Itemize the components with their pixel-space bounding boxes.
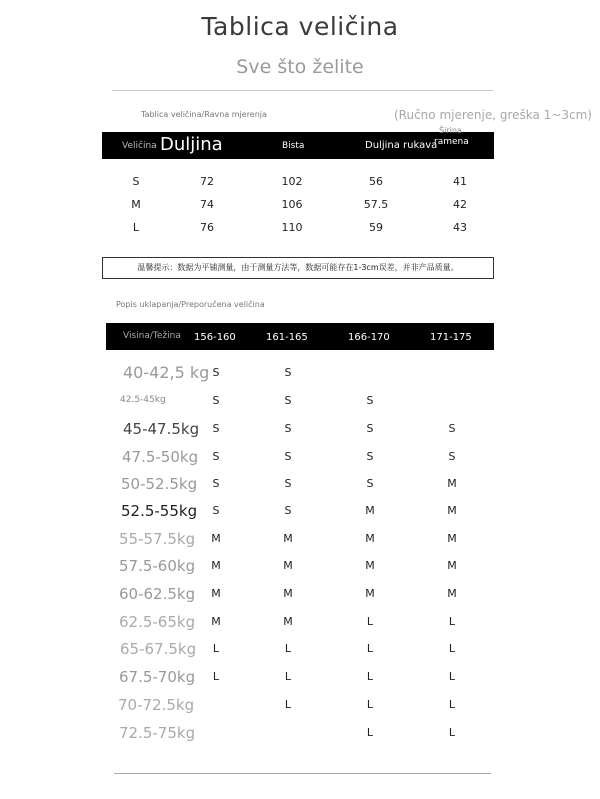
fit-size-cell: M [447, 587, 457, 600]
height-header: 161-165 [266, 332, 308, 343]
tip-box: 温馨提示：数据为平铺测量，由于测量方法等，数据可能存在1-3cm误差，并非产品质量。 [102, 257, 494, 279]
weight-label: 65-67.5kg [120, 639, 197, 658]
fit-size-cell: L [212, 670, 220, 683]
size-cell-bust: 110 [281, 221, 303, 234]
fit-size-cell: S [284, 422, 292, 435]
size-cell-shoulder: 41 [453, 175, 467, 188]
header-height-weight: Visina/Težina [123, 331, 181, 341]
fit-size-cell: L [366, 698, 374, 711]
fit-size-cell: S [366, 477, 374, 490]
fit-size-cell: L [284, 670, 292, 683]
fit-size-cell: L [448, 698, 456, 711]
size-cell-size: S [132, 175, 140, 188]
size-cell-shoulder: 42 [453, 198, 467, 211]
fit-size-cell: M [211, 587, 221, 600]
header-length: Duljina [160, 134, 223, 155]
weight-label: 70-72.5kg [118, 695, 195, 714]
divider-bottom [114, 773, 491, 774]
fit-size-cell: S [212, 450, 220, 463]
fit-size-cell: S [284, 366, 292, 379]
divider-top [112, 90, 493, 91]
fit-size-cell: S [366, 422, 374, 435]
size-cell-length: 76 [200, 221, 214, 234]
height-header: 166-170 [348, 332, 390, 343]
fit-size-cell: S [212, 504, 220, 517]
weight-label: 40-42,5 kg [123, 363, 210, 382]
fit-size-cell: L [448, 670, 456, 683]
size-table-label: Tablica veličina/Ravna mjerenja [141, 110, 267, 119]
fit-size-cell: L [284, 642, 292, 655]
header-shoulder-bottom: ramena [434, 137, 469, 147]
weight-label: 72.5-75kg [119, 723, 196, 742]
size-cell-length: 72 [200, 175, 214, 188]
size-cell-size: L [132, 221, 140, 234]
fit-size-cell: M [283, 615, 293, 628]
weight-label: 52.5-55kg [121, 501, 198, 520]
height-header: 171-175 [430, 332, 472, 343]
fit-size-cell: S [212, 366, 220, 379]
fit-size-cell: L [366, 615, 374, 628]
fit-size-cell: L [284, 698, 292, 711]
weight-label: 57.5-60kg [119, 556, 196, 575]
weight-label: 47.5-50kg [122, 447, 199, 466]
fit-size-cell: M [447, 477, 457, 490]
fit-size-cell: M [365, 587, 375, 600]
fit-size-cell: S [366, 394, 374, 407]
fit-size-cell: L [366, 726, 374, 739]
fit-size-cell: M [447, 559, 457, 572]
fit-size-cell: M [447, 532, 457, 545]
fit-size-cell: M [365, 532, 375, 545]
header-size: Veličina [122, 141, 157, 151]
weight-label: 62.5-65kg [119, 612, 196, 631]
height-header: 156-160 [194, 332, 236, 343]
fit-size-cell: S [212, 422, 220, 435]
size-cell-sleeve: 57.5 [363, 198, 389, 211]
fit-table-label: Popis uklapanja/Preporučena veličina [116, 300, 265, 309]
size-cell-shoulder: 43 [453, 221, 467, 234]
fit-size-cell: L [366, 642, 374, 655]
fit-size-cell: L [448, 726, 456, 739]
header-shoulder-top: Širina [439, 126, 462, 135]
weight-label: 55-57.5kg [119, 529, 196, 548]
weight-label: 45-47.5kg [123, 419, 200, 438]
fit-size-cell: S [284, 477, 292, 490]
fit-size-cell: S [448, 422, 456, 435]
weight-label: 60-62.5kg [119, 584, 196, 603]
page-title: Tablica veličina [201, 12, 399, 41]
fit-size-cell: M [211, 615, 221, 628]
header-bust: Bista [282, 141, 305, 151]
fit-size-cell: L [212, 642, 220, 655]
fit-size-cell: S [212, 394, 220, 407]
weight-label: 50-52.5kg [121, 474, 198, 493]
size-cell-length: 74 [200, 198, 214, 211]
fit-size-cell: M [283, 559, 293, 572]
fit-size-cell: M [283, 532, 293, 545]
page-subtitle: Sve što želite [236, 56, 364, 78]
fit-size-cell: M [365, 504, 375, 517]
fit-size-cell: M [211, 559, 221, 572]
fit-size-cell: L [448, 615, 456, 628]
fit-size-cell: L [366, 670, 374, 683]
size-cell-size: M [131, 198, 141, 211]
fit-size-cell: M [283, 587, 293, 600]
size-cell-sleeve: 56 [369, 175, 383, 188]
header-sleeve: Duljina rukava [365, 140, 438, 151]
fit-size-cell: S [284, 504, 292, 517]
measurement-note: (Ručno mjerenje, greška 1~3cm) [394, 108, 592, 122]
size-cell-sleeve: 59 [369, 221, 383, 234]
fit-size-cell: S [212, 477, 220, 490]
fit-size-cell: M [211, 532, 221, 545]
fit-size-cell: S [284, 394, 292, 407]
weight-label: 67.5-70kg [119, 667, 196, 686]
fit-size-cell: L [448, 642, 456, 655]
size-cell-bust: 102 [281, 175, 303, 188]
weight-label: 42.5-45kg [120, 394, 166, 405]
fit-size-cell: S [448, 450, 456, 463]
fit-size-cell: S [284, 450, 292, 463]
fit-size-cell: S [366, 450, 374, 463]
size-cell-bust: 106 [281, 198, 303, 211]
fit-size-cell: M [365, 559, 375, 572]
fit-size-cell: M [447, 504, 457, 517]
